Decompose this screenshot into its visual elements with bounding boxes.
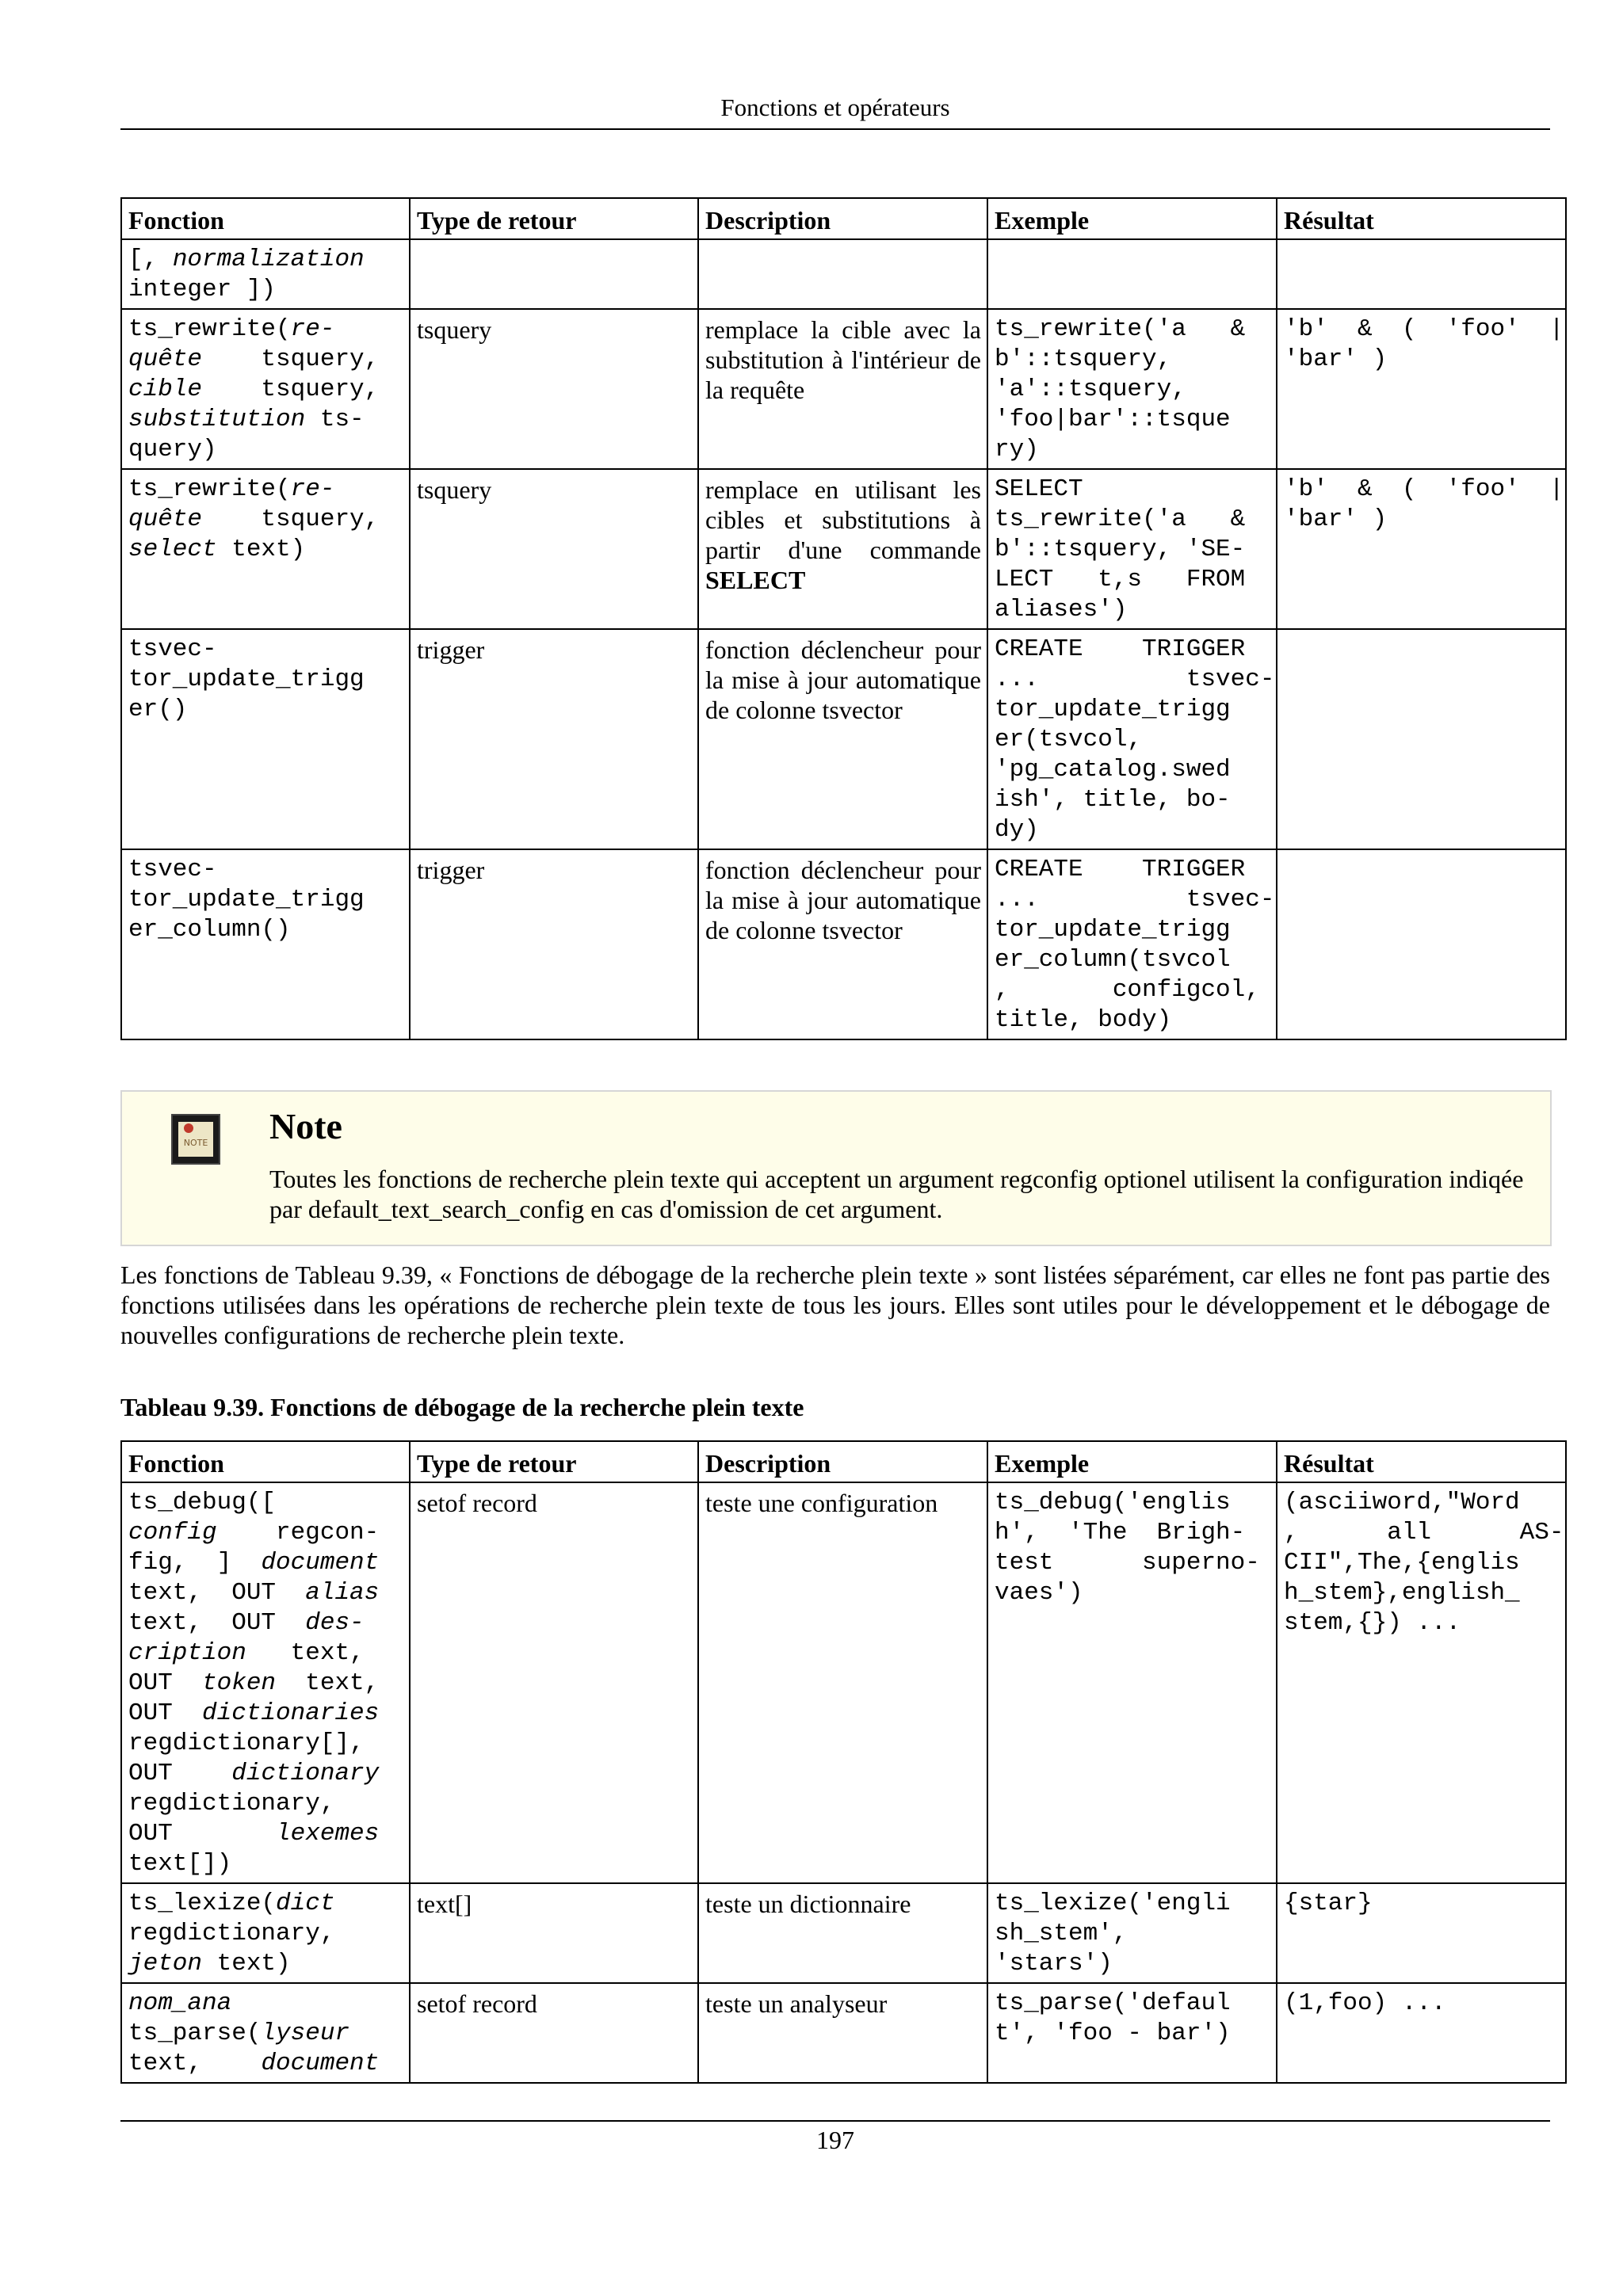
table-row bbox=[121, 469, 1566, 629]
description-cell bbox=[698, 239, 987, 309]
column-header: Fonction bbox=[121, 198, 410, 239]
return-type-cell: tsquery bbox=[410, 309, 698, 469]
footer-rule bbox=[120, 2120, 1550, 2122]
result-cell: 'b' & ( 'foo' | 'bar' ) bbox=[1277, 469, 1566, 629]
result-cell: 'b' & ( 'foo' | 'bar' ) bbox=[1277, 309, 1566, 469]
table-row bbox=[121, 1883, 1566, 1983]
return-type-cell: tsquery bbox=[410, 469, 698, 629]
column-header: Type de retour bbox=[410, 198, 698, 239]
return-type-cell: setof record bbox=[410, 1983, 698, 2083]
function-cell: ts_debug([ config regcon- fig, ] document text, OUT alias text, OUT des- cription text, OUT token text, OUT dictionaries regdictionary[], OUT dictionary regdictionary, OUT lexemes text[]) bbox=[121, 1482, 410, 1883]
table-row bbox=[121, 239, 1566, 309]
function-cell: [, normalization integer ]) bbox=[121, 239, 410, 309]
table-row bbox=[121, 309, 1566, 469]
result-cell: (1,foo) ... bbox=[1277, 1983, 1566, 2083]
example-cell: CREATE TRIGGER ... tsvec- tor_update_trigg er_column(tsvcol , configcol, title, body) bbox=[987, 849, 1277, 1039]
result-cell bbox=[1277, 849, 1566, 1039]
result-cell: (asciiword,"Word , all AS- CII",The,{englis h_stem},english_ stem,{}) ... bbox=[1277, 1482, 1566, 1883]
pin-icon bbox=[184, 1123, 193, 1133]
result-cell bbox=[1277, 239, 1566, 309]
return-type-cell: setof record bbox=[410, 1482, 698, 1883]
note-text: Toutes les fonctions de recherche plein texte qui acceptent un argument regconfig optionel utilisent la configuration indiqée par default_text_search_config en cas d'omission de cet argument. bbox=[269, 1165, 1524, 1223]
example-cell: ts_rewrite('a & b'::tsquery, 'a'::tsquery, 'foo|bar'::tsque ry) bbox=[987, 309, 1277, 469]
return-type-cell: trigger bbox=[410, 629, 698, 849]
example-cell: CREATE TRIGGER ... tsvec- tor_update_trigg er(tsvcol, 'pg_catalog.swed ish', title, bo- dy) bbox=[987, 629, 1277, 849]
header-rule bbox=[120, 128, 1550, 130]
result-cell bbox=[1277, 629, 1566, 849]
function-cell: tsvec- tor_update_trigg er_column() bbox=[121, 849, 410, 1039]
column-header: Exemple bbox=[987, 198, 1277, 239]
table-body bbox=[121, 1482, 1566, 2083]
description-cell: fonction déclencheur pour la mise à jour automatique de colonne tsvector bbox=[698, 849, 987, 1039]
table-body bbox=[121, 239, 1566, 1039]
return-type-cell: text[] bbox=[410, 1883, 698, 1983]
description-cell: teste un analyseur bbox=[698, 1983, 987, 2083]
table-row bbox=[121, 1983, 1566, 2083]
column-header: Résultat bbox=[1277, 198, 1566, 239]
column-header: Résultat bbox=[1277, 1441, 1566, 1482]
column-header: Type de retour bbox=[410, 1441, 698, 1482]
table-caption: Tableau 9.39. Fonctions de débogage de la recherche plein texte bbox=[120, 1393, 804, 1421]
example-cell: ts_debug('englis h', 'The Brigh- test superno- vaes') bbox=[987, 1482, 1277, 1883]
table-row bbox=[121, 849, 1566, 1039]
example-cell: ts_lexize('engli sh_stem', 'stars') bbox=[987, 1883, 1277, 1983]
function-cell: ts_rewrite(re- quête tsquery, cible tsquery, substitution ts- query) bbox=[121, 309, 410, 469]
column-header: Fonction bbox=[121, 1441, 410, 1482]
description-cell: fonction déclencheur pour la mise à jour automatique de colonne tsvector bbox=[698, 629, 987, 849]
example-cell: SELECT ts_rewrite('a & b'::tsquery, 'SE- LECT t,s FROM aliases') bbox=[987, 469, 1277, 629]
debug-functions-table bbox=[120, 1440, 1567, 2084]
table-header-row bbox=[121, 198, 1566, 239]
intro-paragraph: Les fonctions de Tableau 9.39, « Fonctions de débogage de la recherche plein texte » sont listées séparément, car elles ne font pas partie des fonctions utilisées dans les opérations de recherche plein texte de tous les jours. Elles sont utiles pour le développement et le débogage de nouvelles configurations de recherche plein texte. bbox=[120, 1261, 1550, 1349]
table-header-row bbox=[121, 1441, 1566, 1482]
note-icon-label: NOTE bbox=[183, 1138, 208, 1148]
description-cell: remplace en utilisant les cibles et substitutions à partir d'une commande SELECT bbox=[698, 469, 987, 629]
example-cell bbox=[987, 239, 1277, 309]
page-number: 197 bbox=[816, 2126, 854, 2154]
function-cell: tsvec- tor_update_trigg er() bbox=[121, 629, 410, 849]
column-header: Exemple bbox=[987, 1441, 1277, 1482]
function-cell: ts_lexize(dict regdictionary, jeton text) bbox=[121, 1883, 410, 1983]
running-header: Fonctions et opérateurs bbox=[720, 93, 950, 121]
functions-table-continued bbox=[120, 197, 1567, 1040]
note-icon bbox=[171, 1114, 220, 1165]
return-type-cell bbox=[410, 239, 698, 309]
description-cell: teste un dictionnaire bbox=[698, 1883, 987, 1983]
description-cell: teste une configuration bbox=[698, 1482, 987, 1883]
note-box bbox=[120, 1090, 1552, 1246]
example-cell: ts_parse('defaul t', 'foo - bar') bbox=[987, 1983, 1277, 2083]
function-cell: nom_ana ts_parse(lyseur text, document bbox=[121, 1983, 410, 2083]
note-title: Note bbox=[269, 1106, 342, 1146]
table-row bbox=[121, 629, 1566, 849]
column-header: Description bbox=[698, 198, 987, 239]
column-header: Description bbox=[698, 1441, 987, 1482]
result-cell: {star} bbox=[1277, 1883, 1566, 1983]
table-row bbox=[121, 1482, 1566, 1883]
description-cell: remplace la cible avec la substitution à l'intérieur de la requête bbox=[698, 309, 987, 469]
return-type-cell: trigger bbox=[410, 849, 698, 1039]
function-cell: ts_rewrite(re- quête tsquery, select text) bbox=[121, 469, 410, 629]
